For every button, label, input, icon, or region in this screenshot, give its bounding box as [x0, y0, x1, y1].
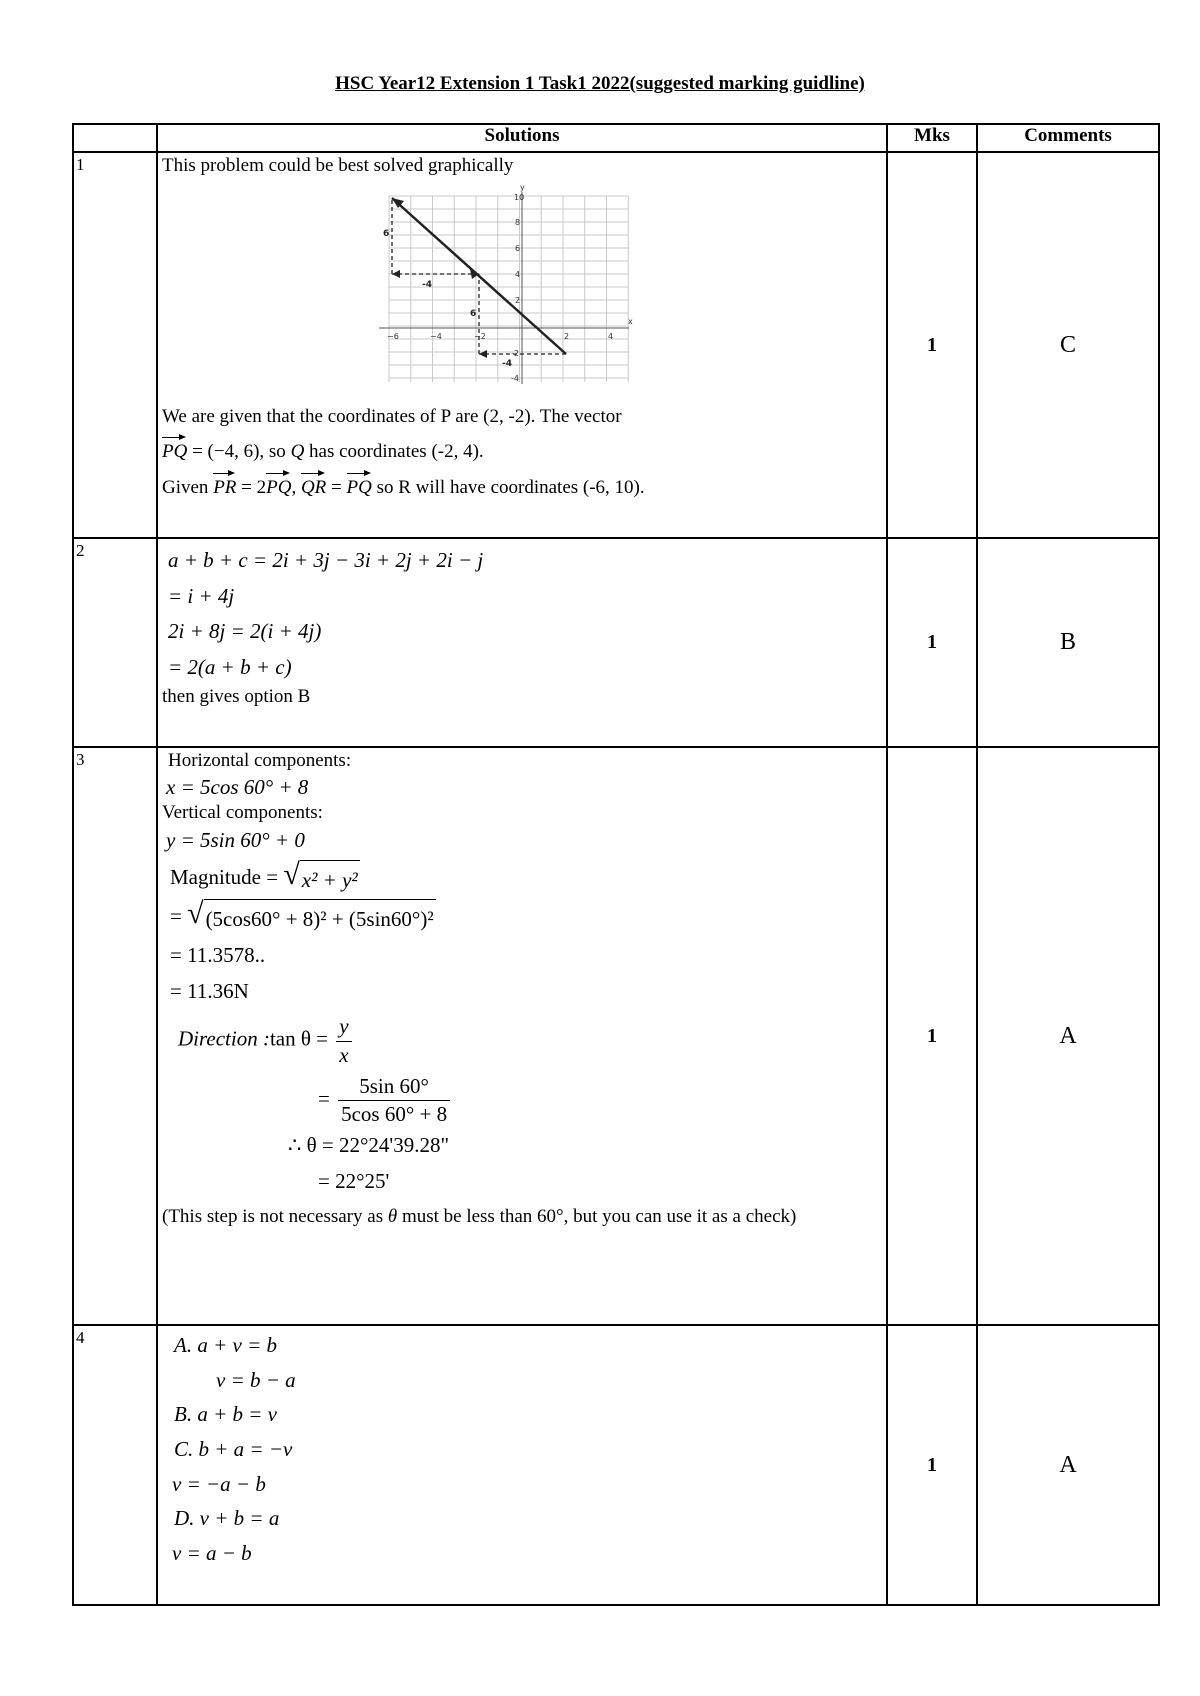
q3-magnitude-expanded — [170, 899, 886, 938]
marks-cell: 1 — [887, 538, 977, 747]
axis-label: y — [520, 183, 525, 192]
q2-step4: = 2(a + b + c) — [168, 655, 292, 680]
q3-x-equation: x = 5cos 60° + 8 — [166, 774, 309, 799]
q2-step1: a + b + c = 2i + 3j − 3i + 2j + 2i − j — [168, 548, 484, 572]
q4-option-d: D. v + b = a — [174, 1506, 280, 1531]
header-blank — [73, 124, 157, 152]
magnitude-label: Magnitude = — [170, 865, 279, 890]
graph-label: 6 — [383, 228, 390, 239]
question-number: 4 — [73, 1325, 157, 1605]
question-row-2 — [73, 538, 1159, 747]
graph-label: -4 — [422, 279, 432, 290]
numerator: 5sin 60° — [338, 1073, 450, 1101]
vector-pq: PQ — [162, 437, 187, 464]
q3-direction — [178, 1013, 886, 1069]
q3-note — [162, 1206, 862, 1229]
question-row-1 — [73, 152, 1159, 538]
note-text: (This step is not necessary as — [162, 1205, 384, 1227]
fraction — [336, 1013, 351, 1069]
graph-label: -4 — [502, 358, 512, 369]
solution-cell — [157, 538, 887, 747]
sqrt: √ (5cos60° + 8)² + (5sin60°)² — [187, 899, 436, 938]
r-coords: so R will have coordinates (-6, 10). — [376, 477, 645, 499]
arrowhead-left-2 — [479, 350, 487, 358]
q3-vertical-heading: Vertical components: — [162, 802, 323, 824]
q2-step3: 2i + 8j = 2(i + 4j) — [168, 619, 322, 644]
radicand: x² + y² — [300, 860, 360, 899]
equals: = — [331, 477, 342, 499]
q2-step5: then gives option B — [162, 685, 311, 707]
denominator: 5cos 60° + 8 — [341, 1102, 448, 1127]
sqrt: √ x² + y² — [283, 860, 359, 899]
q4-option-a: A. a + v = b — [174, 1333, 277, 1357]
solution-cell — [157, 152, 887, 538]
vector-pq: PQ — [266, 473, 291, 500]
tick-label: 4 — [515, 269, 521, 279]
pq-value: = (−4, 6), so — [192, 440, 286, 462]
radicand: (5cos60° + 8)² + (5sin60°)² — [204, 899, 436, 938]
equals-two: = 2 — [241, 477, 267, 499]
tick-label: 2 — [515, 295, 521, 305]
q4-option-d-result: v = a − b — [172, 1540, 252, 1565]
header-comments: Comments — [977, 124, 1159, 152]
header-row — [73, 124, 1159, 152]
tick-label: −2 — [474, 331, 486, 341]
marks-cell: 1 — [887, 152, 977, 538]
solution-cell — [157, 747, 887, 1325]
comment-cell: B — [977, 538, 1159, 747]
denominator: x — [339, 1042, 349, 1067]
q3-theta2: = 22°25' — [318, 1169, 390, 1194]
vector-pq: PQ — [347, 473, 372, 500]
note-text: must be less than — [401, 1205, 533, 1227]
marks-cell: 1 — [887, 1325, 977, 1605]
vector-graph — [374, 184, 634, 394]
q1-intro: This problem could be best solved graphically — [162, 155, 514, 176]
header-solutions: Solutions — [157, 124, 887, 152]
question-row-3 — [73, 747, 1159, 1325]
given-text: Given — [162, 477, 209, 499]
q3-horizontal-heading: Horizontal components: — [168, 750, 352, 771]
tick-label: −4 — [430, 331, 442, 341]
tick-label: -2 — [511, 348, 519, 358]
comment-cell: A — [977, 747, 1159, 1325]
question-number: 3 — [73, 747, 157, 1325]
q3-theta1: ∴ θ = 22°24'39.28" — [288, 1133, 450, 1158]
q1-line2 — [162, 437, 886, 464]
q2-step2: = i + 4j — [168, 583, 235, 608]
tick-label: 8 — [515, 217, 521, 227]
q3-magnitude — [170, 860, 886, 899]
page-title: HSC Year12 Extension 1 Task1 2022(suggested marking guidline) — [335, 73, 865, 94]
tick-label: −6 — [387, 331, 399, 341]
graph-label: 6 — [470, 308, 477, 319]
fraction — [338, 1073, 450, 1129]
question-number: 2 — [73, 538, 157, 747]
q-coords: has coordinates (-2, 4). — [309, 440, 484, 462]
comma: , — [291, 477, 297, 499]
question-row-4 — [73, 1325, 1159, 1605]
question-number: 1 — [73, 152, 157, 538]
q4-option-c: C. b + a = −v — [174, 1436, 293, 1461]
tick-label: 4 — [608, 331, 614, 341]
axis-label: x — [628, 316, 633, 326]
comment-cell: A — [977, 1325, 1159, 1605]
sixty-degrees: 60° — [537, 1205, 564, 1227]
marking-table — [72, 123, 1160, 1606]
q1-line3 — [162, 473, 886, 500]
q3-y-equation: y = 5sin 60° + 0 — [166, 827, 305, 852]
equals: = — [318, 1086, 330, 1111]
comment-cell: C — [977, 152, 1159, 538]
q3-value1: = 11.3578.. — [170, 942, 266, 967]
equals: = — [170, 904, 182, 929]
theta-symbol: θ — [387, 1205, 398, 1227]
direction-label: Direction : — [178, 1026, 270, 1051]
q4-option-b: B. a + b = v — [174, 1402, 277, 1427]
q3-direction-2 — [318, 1073, 886, 1129]
numerator: y — [336, 1013, 351, 1041]
q1-line1: We are given that the coordinates of P are (2, -2). The vector — [162, 405, 622, 427]
note-text: , but you can use it as a check) — [563, 1205, 797, 1227]
tick-label: 2 — [564, 331, 570, 341]
vector-qr: QR — [301, 473, 326, 500]
q4-option-c-result: v = −a − b — [172, 1471, 266, 1496]
header-mks: Mks — [887, 124, 977, 152]
vector-pr: PR — [213, 473, 236, 500]
q4-option-a-result: v = b − a — [216, 1367, 296, 1392]
q-symbol: Q — [290, 440, 305, 462]
marks-cell: 1 — [887, 747, 977, 1325]
arrowhead-left-1 — [392, 270, 400, 278]
q3-value2: = 11.36N — [170, 978, 249, 1003]
solution-cell — [157, 1325, 887, 1605]
tan-theta: tan θ = — [269, 1026, 329, 1051]
tick-label: 6 — [515, 243, 521, 253]
tick-label: -4 — [511, 373, 519, 383]
tick-label: 10 — [514, 192, 525, 202]
